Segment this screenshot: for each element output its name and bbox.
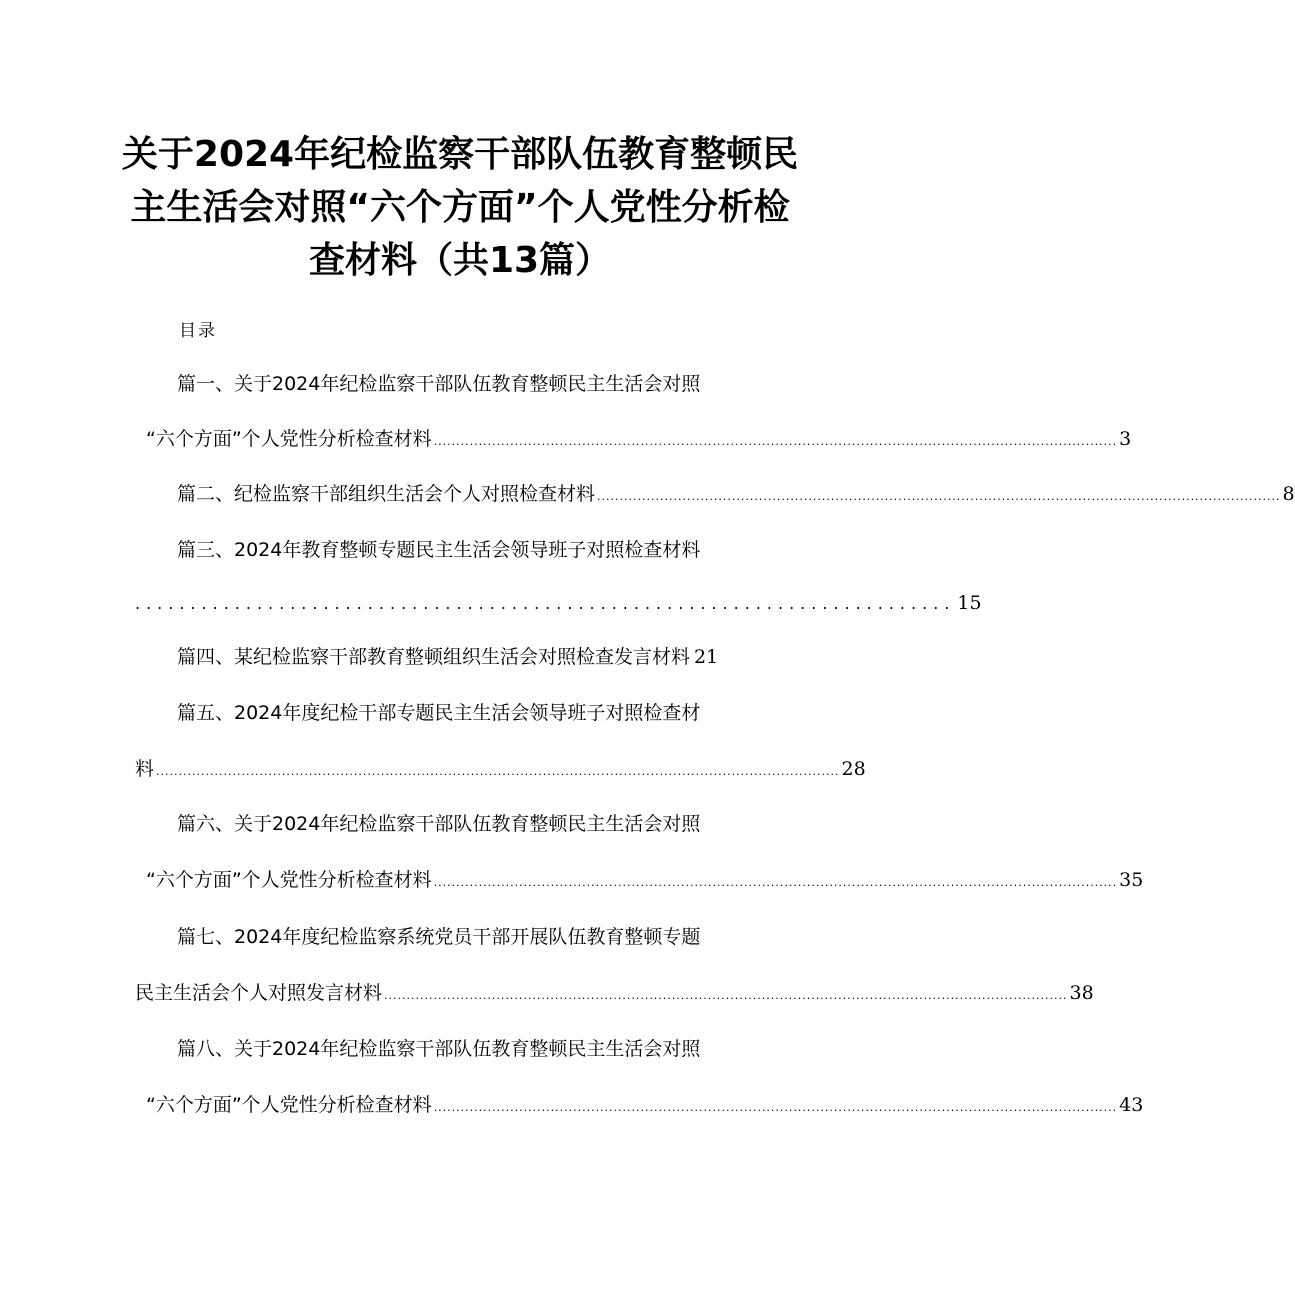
toc-entry-6-continuation[interactable] [146, 868, 1144, 895]
toc-entry-text: 篇二、纪检监察干部组织生活会个人对照检查材料 [177, 483, 596, 505]
toc-page-number: 3 [1119, 428, 1132, 450]
document-title-line-1: 关于2024年纪检监察干部队伍教育整顿民 [121, 134, 799, 175]
toc-heading: 目录 [179, 321, 217, 341]
toc-entry-text: 民主生活会个人对照发言材料 [135, 982, 383, 1004]
toc-page-number: 28 [841, 758, 866, 780]
toc-entry-4[interactable] [177, 645, 718, 669]
toc-entry-1-continuation[interactable] [146, 427, 1132, 454]
toc-entry-text: “六个方面”个人党性分析检查材料 [146, 869, 432, 891]
toc-entry-text: “六个方面”个人党性分析检查材料 [146, 1094, 432, 1116]
toc-entry-text: 篇八、关于2024年纪检监察干部队伍教育整顿民主生活会对照 [177, 1038, 701, 1060]
toc-entry-3-continuation[interactable] [135, 591, 982, 616]
document-title-line-3: 查材料（共13篇） [308, 240, 612, 281]
toc-page-number: 8 [1282, 483, 1295, 505]
toc-entry-text: 篇六、关于2024年纪检监察干部队伍教育整顿民主生活会对照 [177, 813, 701, 835]
toc-page-number: 15 [957, 592, 982, 614]
toc-page-number: 35 [1119, 869, 1144, 891]
toc-leader-dots: ........................................................................................................................................................ [433, 876, 1118, 889]
toc-entry-text: 篇五、2024年度纪检干部专题民主生活会领导班子对照检查材 [177, 702, 701, 724]
toc-entry-3-title[interactable] [177, 538, 700, 562]
toc-leader-dots: ........................................................................................................................................................ [597, 490, 1281, 503]
toc-entry-8-title[interactable] [177, 1037, 700, 1061]
toc-page-number: 43 [1119, 1094, 1144, 1116]
toc-entry-6-title[interactable] [177, 812, 700, 836]
toc-entry-8-continuation[interactable] [146, 1093, 1144, 1120]
toc-entry-text: 料 [135, 758, 155, 780]
toc-page-number: 38 [1069, 982, 1094, 1004]
toc-entry-7-title[interactable] [177, 925, 700, 949]
toc-entry-text: 篇七、2024年度纪检监察系统党员干部开展队伍教育整顿专题 [177, 926, 701, 948]
toc-entry-2[interactable] [177, 482, 1295, 509]
toc-leader-dots: ........................................................................................................................................................ [433, 1101, 1118, 1114]
toc-entry-text: “六个方面”个人党性分析检查材料 [146, 428, 432, 450]
toc-entry-text: 篇三、2024年教育整顿专题民主生活会领导班子对照检查材料 [177, 539, 701, 561]
toc-page-number: 21 [694, 646, 719, 668]
toc-entry-5-title[interactable] [177, 701, 700, 725]
toc-entry-5-continuation[interactable] [135, 757, 866, 784]
document-title-line-2: 主生活会对照“六个方面”个人党性分析检 [130, 187, 790, 228]
toc-leader-dots: ........................................................................................................................................................ [384, 989, 1068, 1002]
toc-entry-1-title[interactable] [177, 372, 700, 396]
toc-leader-dots: ........................................................................................................................................................ [156, 765, 840, 778]
toc-leader-dots: ........................................................................................................................................................ [433, 435, 1118, 448]
toc-entry-text: 篇四、某纪检监察干部教育整顿组织生活会对照检查发言材料 [177, 646, 691, 668]
toc-leader-dots: .......................................................................... [135, 594, 956, 613]
toc-entry-text: 篇一、关于2024年纪检监察干部队伍教育整顿民主生活会对照 [177, 373, 701, 395]
toc-entry-7-continuation[interactable] [135, 981, 1094, 1008]
